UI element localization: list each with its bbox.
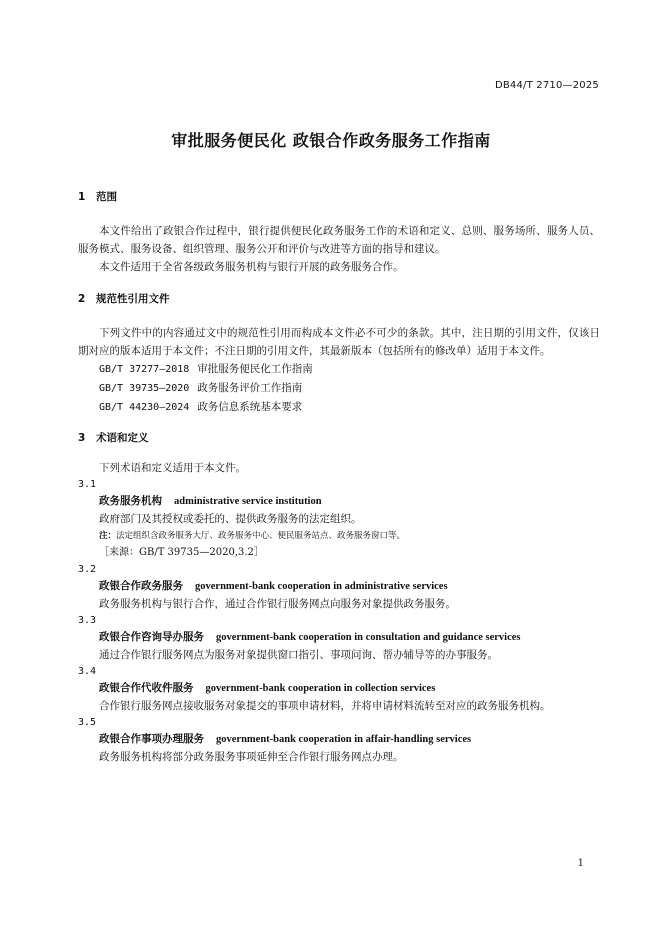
standard-code: DB44/T 2710—2025: [494, 80, 599, 91]
document-body: [78, 190, 600, 766]
term-definition: 通过合作银行服务网点为服务对象提供窗口指引、事项问询、帮办辅导等的办事服务。: [99, 649, 498, 661]
reference-title: 审批服务便民化工作指南: [197, 363, 313, 375]
reference-item: [78, 398, 600, 417]
reference-code: GB/T 39735—2020: [99, 383, 190, 394]
term-chinese: 政银合作事项办理服务: [99, 733, 204, 745]
term-chinese: 政银合作咨询导办服务: [99, 631, 204, 643]
term-english: administrative service institution: [174, 496, 322, 507]
scope-paragraph: 本文件给出了政银合作过程中，银行提供便民化政务服务工作的术语和定义、总则、服务场所、服务人员、服务模式、服务设备、组织管理、服务公开和评价与改进等方面的指导和建议。: [78, 225, 600, 255]
term-number: 3.2: [78, 564, 97, 575]
page-number: 1: [577, 858, 584, 869]
section-number: 1: [78, 191, 86, 203]
term-definition: 政务服务机构与银行合作，通过合作银行服务网点向服务对象提供政务服务。: [99, 598, 456, 610]
term-definition: 政府部门及其授权或委托的、提供政务服务的法定组织。: [99, 513, 362, 525]
term-number: 3.4: [78, 666, 97, 677]
term-number: 3.3: [78, 615, 97, 626]
reference-item: [78, 360, 600, 379]
reference-title: 政务信息系统基本要求: [197, 401, 303, 413]
term-heading: [78, 731, 600, 748]
term-heading: [78, 493, 600, 510]
section-title: 规范性引用文件: [96, 293, 170, 305]
term-chinese: 政务服务机构: [99, 495, 162, 507]
reference-item: [78, 379, 600, 398]
section-number: 3: [78, 432, 86, 444]
term-english: government-bank cooperation in affair-handling services: [216, 734, 472, 745]
reference-title: 政务服务评价工作指南: [197, 382, 303, 394]
term-heading: [78, 629, 600, 646]
terms-intro: 下列术语和定义适用于本文件。: [99, 462, 246, 474]
term-heading: [78, 578, 600, 595]
section-heading-terms-definitions: [78, 431, 600, 446]
references-intro: 下列文件中的内容通过文中的规范性引用而构成本文件必不可少的条款。其中，注日期的引用文件，仅该日期对应的版本适用于本文件；不注日期的引用文件，其最新版本（包括所有的修改单）适用于本文件。: [78, 327, 600, 357]
reference-code: GB/T 37277—2018: [99, 364, 190, 375]
term-chinese: 政银合作代收件服务: [99, 682, 194, 694]
section-number: 2: [78, 293, 86, 305]
term-english: government-bank cooperation in consultation and guidance services: [216, 632, 521, 643]
term-source: ［来源：GB/T 39735—2020,3.2］: [99, 547, 264, 558]
document-title: 审批服务便民化 政银合作政务服务工作指南: [171, 131, 491, 150]
section-heading-scope: [78, 190, 600, 205]
term-chinese: 政银合作政务服务: [99, 580, 183, 592]
section-title: 范围: [96, 191, 117, 203]
reference-code: GB/T 44230—2024: [99, 402, 190, 413]
term-number: 3.1: [78, 479, 97, 490]
term-english: government-bank cooperation in administrative services: [195, 581, 448, 592]
term-definition: 合作银行服务网点接收服务对象提交的事项申请材料，并将申请材料流转至对应的政务服务机构。: [99, 700, 551, 712]
term-heading: [78, 680, 600, 697]
note-label: 注：: [99, 531, 117, 541]
term-english: government-bank cooperation in collection services: [205, 683, 436, 694]
section-title: 术语和定义: [96, 432, 149, 444]
section-heading-normative-references: [78, 292, 600, 307]
scope-paragraph: 本文件适用于全省各级政务服务机构与银行开展的政务服务合作。: [99, 261, 404, 273]
term-note: [78, 528, 600, 544]
note-text: 法定组织含政务服务大厅、政务服务中心、便民服务站点、政务服务窗口等。: [116, 531, 406, 541]
term-number: 3.5: [78, 717, 97, 728]
term-definition: 政务服务机构将部分政务服务事项延伸至合作银行服务网点办理。: [99, 751, 404, 763]
